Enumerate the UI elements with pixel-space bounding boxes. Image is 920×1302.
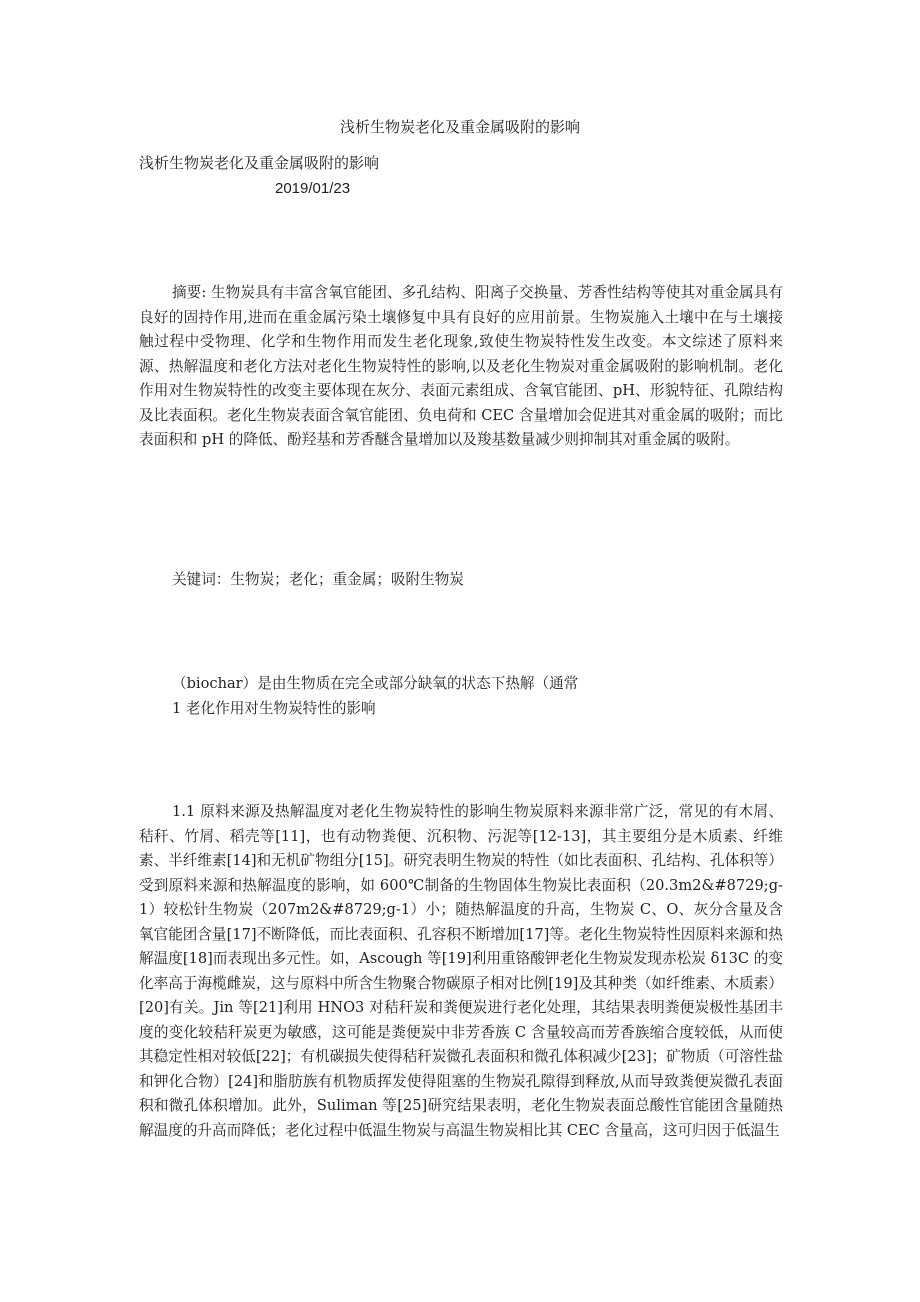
abstract-text: 生物炭具有丰富含氧官能团、多孔结构、阳离子交换量、芳香性结构等使其对重金属具有良好的固持作用,进而在重金属污染土壤修复中具有良好的应用前景。生物炭施入土壤中在与土壤接触过程中受物理、化学和生物作用而发生老化现象,致使生物炭特性发生改变。本文综述了原料来源、热解温度和老化方法对老化生物炭特性的影响,以及老化生物炭对重金属吸附的影响机制。老化作用对生物炭特性的改变主要体现在灰分、表面元素组成、含氧官能团、pH、形貌特征、孔隙结构及比表面积。老化生物炭表面含氧官能团、负电荷和 CEC 含量增加会促进其对重金属的吸附；而比表面积和 pH 的降低、酚羟基和芳香醚含量增加以及羧基数量减少则抑制其对重金属的吸附。 xyxy=(139,284,783,448)
document-title: 浅析生物炭老化及重金属吸附的影响 xyxy=(339,118,580,136)
publish-date: 2019/01/23 xyxy=(275,180,351,197)
keywords-line: 关键词：生物炭；老化；重金属；吸附生物炭 xyxy=(172,571,464,588)
biochar-line: （biochar）是由生物质在完全或部分缺氧的状态下热解（通常 xyxy=(172,675,579,692)
section-1-1-paragraph: 1.1 原料来源及热解温度对老化生物炭特性的影响生物炭原料来源非常广泛，常见的有木屑、秸秆、竹屑、稻壳等[11]，也有动物粪便、沉积物、污泥等[12-13]，其主要组分是木质素、纤维素、半纤维素[14]和无机矿物组分[15]。研究表明生物炭的特性（如比表面积、孔结构、孔体积等）受到原料来源和热解温度的影响，如 600℃制备的生物固体生物炭比表面积（20.3m2&#8729;g-1）较松针生物炭（207m2&#8729;g-1）小；随热解温度的升高，生物炭 C、O、灰分含量及含氧官能团含量[17]不断降低，而比表面积、孔容积不断增加[17]等。老化生物炭特性因原料来源和热解温度[18]而表现出多元性。如，Ascough 等[19]利用重铬酸钾老化生物炭发现赤松炭 δ13C 的变化率高于海榄雌炭，这与原料中所含生物聚合物碳原子相对比例[19]及其种类（如纤维素、木质素）[20]有关。Jin 等[21]利用 HNO3 对秸秆炭和粪便炭进行老化处理，其结果表明粪便炭极性基团丰度的变化较秸秆炭更为敏感，这可能是粪便炭中非芳香族 C 含量较高而芳香族缩合度较低，从而使其稳定性相对较低[22]；有机碳损失使得秸秆炭微孔表面积和微孔体积减少[23]；矿物质（可溶性盐和钾化合物）[24]和脂肪族有机物质挥发使得阻塞的生物炭孔隙得到释放,从而导致粪便炭微孔表面积和微孔体积增加。此外，Suliman 等[25]研究结果表明，老化生物炭表面总酸性官能团含量随热解温度的升高而降低；老化过程中低温生物炭与高温生物炭相比其 CEC 含量高，这可归因于低温生 xyxy=(139,803,783,1139)
abstract-label: 摘要: xyxy=(172,284,207,301)
section-1-heading: 1 老化作用对生物炭特性的影响 xyxy=(172,700,376,717)
abstract-paragraph xyxy=(139,281,783,453)
document-subtitle: 浅析生物炭老化及重金属吸附的影响 xyxy=(139,154,380,172)
